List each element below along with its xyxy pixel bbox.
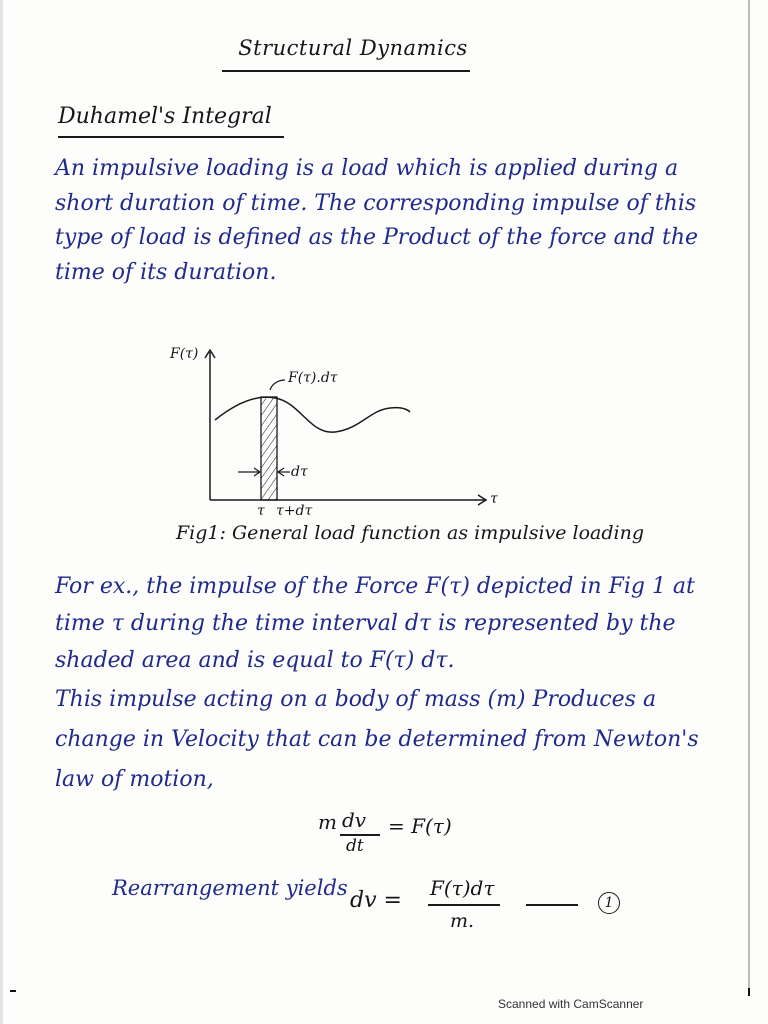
corner-mark-right — [748, 988, 750, 996]
y-axis-label: F(τ) — [170, 346, 199, 362]
eq1-denominator: dt — [346, 836, 364, 856]
impulse-strip — [261, 397, 277, 500]
equation-dv — [350, 874, 640, 938]
eq1-numerator: dv — [342, 808, 367, 832]
scanner-watermark: Scanned with CamScanner — [498, 997, 644, 1011]
figure-load-function — [160, 340, 500, 530]
load-function-plot — [160, 340, 500, 530]
page-title: Structural Dynamics — [238, 36, 468, 60]
width-label: dτ — [291, 464, 308, 480]
title-underline — [222, 70, 470, 72]
figure-caption: Fig1: General load function as impulsive loading — [176, 522, 645, 544]
eq2-denominator: m. — [450, 910, 475, 932]
eq1-rhs: = F(τ) — [388, 814, 452, 838]
eq2-numerator: F(τ)dτ — [430, 876, 495, 900]
eq2-lhs: dv = — [350, 888, 402, 913]
strip-label-arrow — [270, 380, 285, 390]
page-edge-right — [748, 0, 750, 990]
heading-underline — [58, 136, 284, 138]
tick-label-tau: τ — [257, 503, 265, 519]
section-heading: Duhamel's Integral — [58, 104, 272, 129]
paragraph-definition: An impulsive loading is a load which is applied during a short duration of time. The corresponding impulse of this type of load is defined as the Product of the force and the time of its duration. — [55, 156, 699, 285]
paragraph-example: For ex., the impulse of the Force F(τ) depicted in Fig 1 at time τ during the time interval dτ is represented by the shaded area and is equal to F(τ) dτ. — [55, 574, 695, 673]
eq1-mass: m — [318, 810, 337, 834]
page-edge-left — [0, 0, 3, 1024]
corner-mark-left — [10, 990, 16, 992]
strip-label: F(τ).dτ — [288, 370, 338, 386]
load-curve — [215, 397, 410, 432]
x-axis-label: τ — [490, 491, 498, 507]
equation-number-circle — [598, 892, 620, 914]
rearrangement-label: Rearrangement yields — [112, 876, 348, 900]
eq2-fraction-bar — [428, 904, 500, 906]
eq2-leader-line — [526, 904, 578, 906]
paragraph-newton: This impulse acting on a body of mass (m) Produces a change in Velocity that can be determined from Newton's law of motion, — [55, 687, 699, 792]
tick-label-tau-plus-dtau: τ+dτ — [276, 503, 313, 519]
equation-number: 1 — [604, 895, 614, 911]
equation-newton — [318, 808, 498, 858]
